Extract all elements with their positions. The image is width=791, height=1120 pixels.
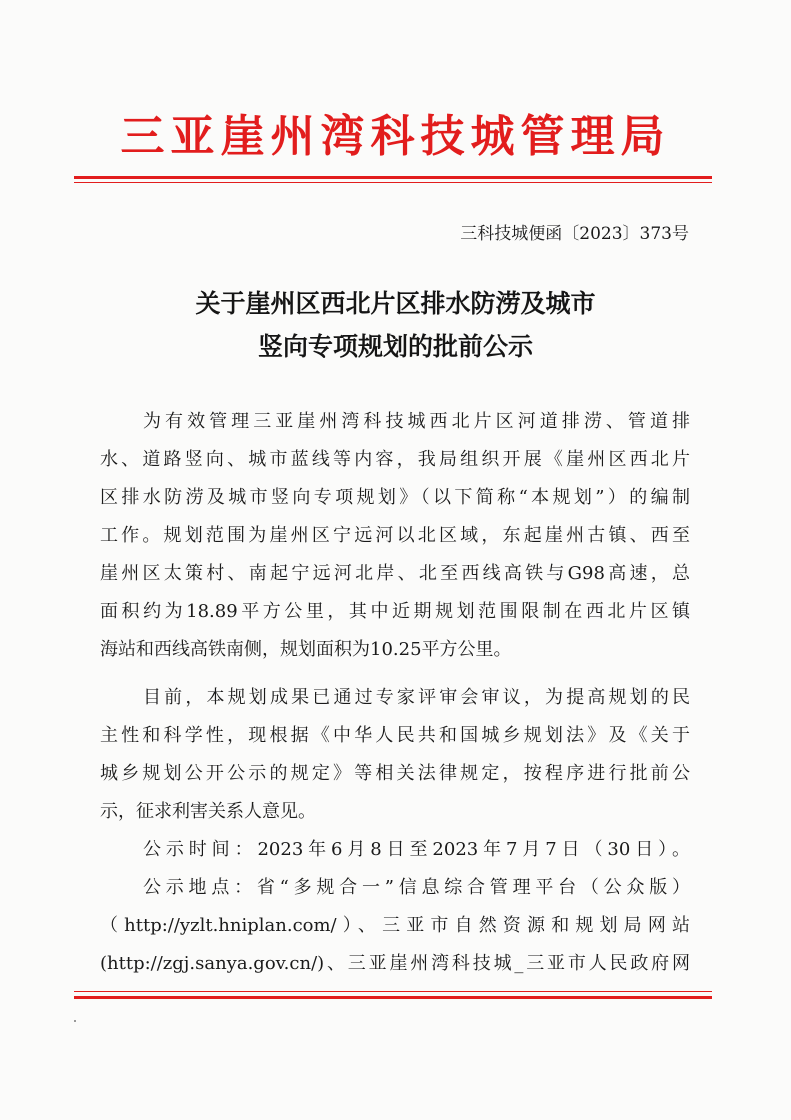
body-line: 公示地点：省“多规合一”信息综合管理平台（公众版） [143,877,690,898]
scan-speck [74,1020,76,1022]
agency-title: 三亚崖州湾科技城管理局 [120,111,671,162]
footer-rule-thick [74,996,712,999]
body-line: 示，征求利害关系人意见。 [100,801,316,822]
body-line: 城乡规划公开公示的规定》等相关法律规定，按程序进行批前公 [100,763,690,784]
body-line: 崖州区太策村、南起宁远河北岸、北至西线高铁与G98高速，总 [100,563,690,584]
body-line: 公示时间：2023年6月8日至2023年7月7日（30日）。 [143,839,690,860]
footer-rule-thin [74,991,712,992]
body-line: 水、道路竖向、城市蓝线等内容，我局组织开展《崖州区西北片 [100,449,690,470]
body-line: 工作。规划范围为崖州区宁远河以北区域，东起崖州古镇、西至 [100,525,690,546]
body-line: （http://yzlt.hniplan.com/）、三亚市自然资源和规划局网站 [100,915,690,936]
body-line: 目前，本规划成果已通过专家评审会审议，为提高规划的民 [143,687,690,708]
header-rule-thin [74,182,712,183]
body-line: 海站和西线高铁南侧，规划面积为10.25平方公里。 [100,639,512,660]
document-title-line-2: 竖向专项规划的批前公示 [257,332,533,361]
header-rule-thick [74,176,712,179]
body-line: 区排水防涝及城市竖向专项规划》（以下简称“本规划”）的编制 [100,487,690,508]
document-title-line-1: 关于崖州区西北片区排水防涝及城市 [195,289,596,318]
body-line: (http://zgj.sanya.gov.cn/)、三亚崖州湾科技城_三亚市人民政府网 [100,953,690,974]
body-line: 为有效管理三亚崖州湾科技城西北片区河道排涝、管道排 [143,411,690,432]
document-number: 三科技城便函〔2023〕373号 [460,224,689,244]
body-line: 主性和科学性，现根据《中华人民共和国城乡规划法》及《关于 [100,725,690,746]
body-line: 面积约为18.89平方公里，其中近期规划范围限制在西北片区镇 [100,601,690,622]
